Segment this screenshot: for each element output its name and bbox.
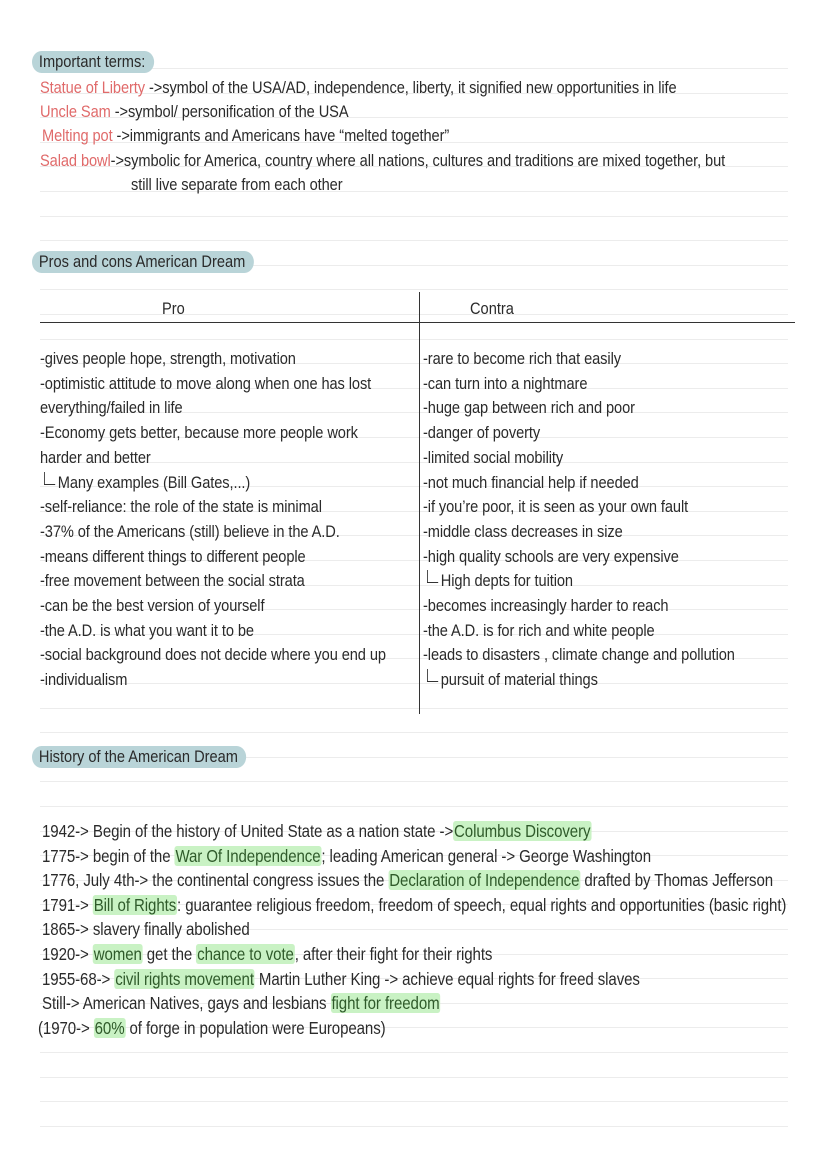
entry-text: Martin Luther King -> achieve equal rights for freed slaves — [254, 969, 640, 989]
list-item — [427, 670, 598, 690]
entry-text: Still-> American Natives, gays and lesbians — [42, 993, 331, 1013]
ruled-line — [40, 683, 788, 684]
ruled-line — [40, 1077, 788, 1078]
list-item — [423, 522, 623, 542]
entry-text: 1791-> — [42, 895, 93, 915]
list-item-text: -not much financial help if needed — [423, 473, 639, 492]
list-item-text: -becomes increasingly harder to reach — [423, 596, 669, 615]
term-line — [40, 78, 677, 98]
entry-text: 1775-> begin of the — [42, 846, 175, 866]
list-item — [423, 596, 668, 616]
list-item-text: -if you’re poor, it is seen as your own fault — [423, 497, 689, 516]
list-item-text: -huge gap between rich and poor — [423, 398, 635, 417]
list-item — [40, 497, 322, 517]
list-item — [44, 473, 250, 493]
ruled-line — [40, 462, 788, 463]
list-item-text: -rare to become rich that easily — [423, 349, 621, 368]
ruled-line — [40, 732, 788, 733]
list-item — [40, 645, 386, 665]
sub-arrow-icon — [44, 472, 55, 485]
term-definition: ->symbol/ personification of the USA — [110, 102, 349, 121]
list-item-text: -high quality schools are very expensive — [423, 547, 679, 566]
ruled-line — [40, 806, 788, 807]
history-entry — [42, 846, 651, 866]
list-item — [423, 349, 621, 369]
entry-text: of forge in population were Europeans) — [125, 1018, 386, 1038]
list-item-text: harder and better — [40, 448, 151, 467]
list-item — [423, 423, 540, 443]
term-label: Melting pot — [42, 126, 113, 145]
ruled-line — [40, 781, 788, 782]
list-item — [423, 374, 587, 394]
history-entry — [42, 895, 786, 915]
column-header-contra: Contra — [470, 299, 514, 318]
list-item-text: -the A.D. is what you want it to be — [40, 621, 254, 640]
term-label: Statue of Liberty — [40, 78, 146, 97]
list-item — [423, 645, 735, 665]
list-item — [40, 349, 296, 369]
sub-arrow-icon — [427, 669, 438, 682]
history-entry — [42, 919, 250, 939]
term-label: Uncle Sam — [40, 102, 111, 121]
highlighted-text: civil rights movement — [115, 969, 254, 989]
entry-text: (1970-> — [38, 1018, 94, 1038]
list-item — [423, 547, 679, 567]
entry-text: ; leading American general -> George Washington — [321, 846, 652, 866]
entry-text: 1920-> — [42, 944, 93, 964]
list-item — [40, 522, 340, 542]
ruled-line — [40, 314, 788, 315]
list-item-text: -Economy gets better, because more people work — [40, 423, 358, 442]
list-item-text: -free movement between the social strata — [40, 571, 305, 590]
list-item-text: -can be the best version of yourself — [40, 596, 265, 615]
entry-text: : guarantee religious freedom, freedom of speech, equal rights and opportunities (basic right) — [177, 895, 787, 915]
sub-arrow-icon — [427, 570, 438, 583]
entry-text: get the — [142, 944, 197, 964]
list-item-text: High depts for tuition — [440, 571, 573, 590]
list-item-text: -leads to disasters , climate change and pollution — [423, 645, 735, 664]
ruled-line — [40, 708, 788, 709]
highlighted-text: Bill of Rights — [93, 895, 177, 915]
list-item-text: -means different things to different people — [40, 547, 306, 566]
highlighted-text: Columbus Discovery — [454, 821, 591, 841]
highlighted-text: women — [93, 944, 142, 964]
list-item — [40, 423, 358, 443]
ruled-line — [40, 339, 788, 340]
entry-text: , after their fight for their rights — [294, 944, 493, 964]
highlighted-text: fight for freedom — [331, 993, 440, 1013]
table-header-divider — [40, 322, 795, 323]
list-item — [423, 398, 635, 418]
term-definition: ->symbol of the USA/AD, independence, liberty, it signified new opportunities in life — [145, 78, 677, 97]
list-item-text: -the A.D. is for rich and white people — [423, 621, 655, 640]
entry-text: 1942-> Begin of the history of United State as a nation state -> — [42, 821, 454, 841]
list-item-text: everything/failed in life — [40, 398, 183, 417]
list-item-text: -can turn into a nightmare — [423, 374, 588, 393]
history-entry — [42, 969, 640, 989]
highlighted-text: chance to vote — [197, 944, 294, 964]
list-item-text: -optimistic attitude to move along when one has lost — [40, 374, 372, 393]
list-item-text: pursuit of material things — [440, 670, 598, 689]
list-item-text: -danger of poverty — [423, 423, 541, 442]
ruled-line — [40, 289, 788, 290]
history-entry — [42, 821, 591, 841]
list-item — [40, 448, 151, 468]
list-item — [40, 670, 127, 690]
list-item-text: -self-reliance: the role of the state is minimal — [40, 497, 322, 516]
list-item — [40, 596, 264, 616]
list-item — [423, 473, 639, 493]
term-line — [40, 151, 725, 171]
section-heading-history: History of the American Dream — [32, 746, 247, 768]
entry-text: drafted by Thomas Jefferson — [580, 870, 774, 890]
list-item-text: -limited social mobility — [423, 448, 564, 467]
history-entry — [42, 944, 492, 964]
list-item — [423, 448, 563, 468]
highlighted-text: 60% — [94, 1018, 125, 1038]
list-item-text: -gives people hope, strength, motivation — [40, 349, 296, 368]
term-line — [40, 102, 348, 122]
term-definition: ->immigrants and Americans have “melted together” — [112, 126, 450, 145]
term-definition-continuation: still live separate from each other — [131, 175, 343, 194]
list-item — [40, 571, 305, 591]
table-column-divider — [419, 292, 420, 714]
history-entry — [38, 1018, 386, 1038]
list-item-text: -middle class decreases in size — [423, 522, 623, 541]
list-item — [427, 571, 573, 591]
history-entry — [42, 993, 440, 1013]
ruled-line — [40, 1101, 788, 1102]
entry-text: 1776, July 4th-> the continental congress issues the — [42, 870, 389, 890]
term-label: Salad bowl — [40, 151, 111, 170]
list-item-text: Many examples (Bill Gates,...) — [57, 473, 251, 492]
list-item — [40, 621, 254, 641]
term-line — [42, 126, 449, 146]
ruled-line — [40, 1126, 788, 1127]
list-item-text: -individualism — [40, 670, 128, 689]
section-heading-terms: Important terms: — [32, 51, 154, 73]
highlighted-text: War Of Independence — [175, 846, 321, 866]
list-item-text: -37% of the Americans (still) believe in the A.D. — [40, 522, 340, 541]
list-item — [40, 547, 306, 567]
entry-text: 1865-> slavery finally abolished — [42, 919, 250, 939]
list-item — [423, 497, 688, 517]
entry-text: 1955-68-> — [42, 969, 115, 989]
term-definition: ->symbolic for America, country where all nations, cultures and traditions are mixed together, but — [110, 151, 726, 170]
ruled-line — [40, 240, 788, 241]
list-item — [40, 374, 371, 394]
list-item — [40, 398, 183, 418]
section-heading-pros-cons: Pros and cons American Dream — [32, 251, 254, 273]
list-item-text: -social background does not decide where you end up — [40, 645, 386, 664]
ruled-line — [40, 216, 788, 217]
ruled-line — [40, 1052, 788, 1053]
column-header-pro: Pro — [162, 299, 185, 318]
history-entry — [42, 870, 773, 890]
list-item — [423, 621, 655, 641]
highlighted-text: Declaration of Independence — [389, 870, 580, 890]
